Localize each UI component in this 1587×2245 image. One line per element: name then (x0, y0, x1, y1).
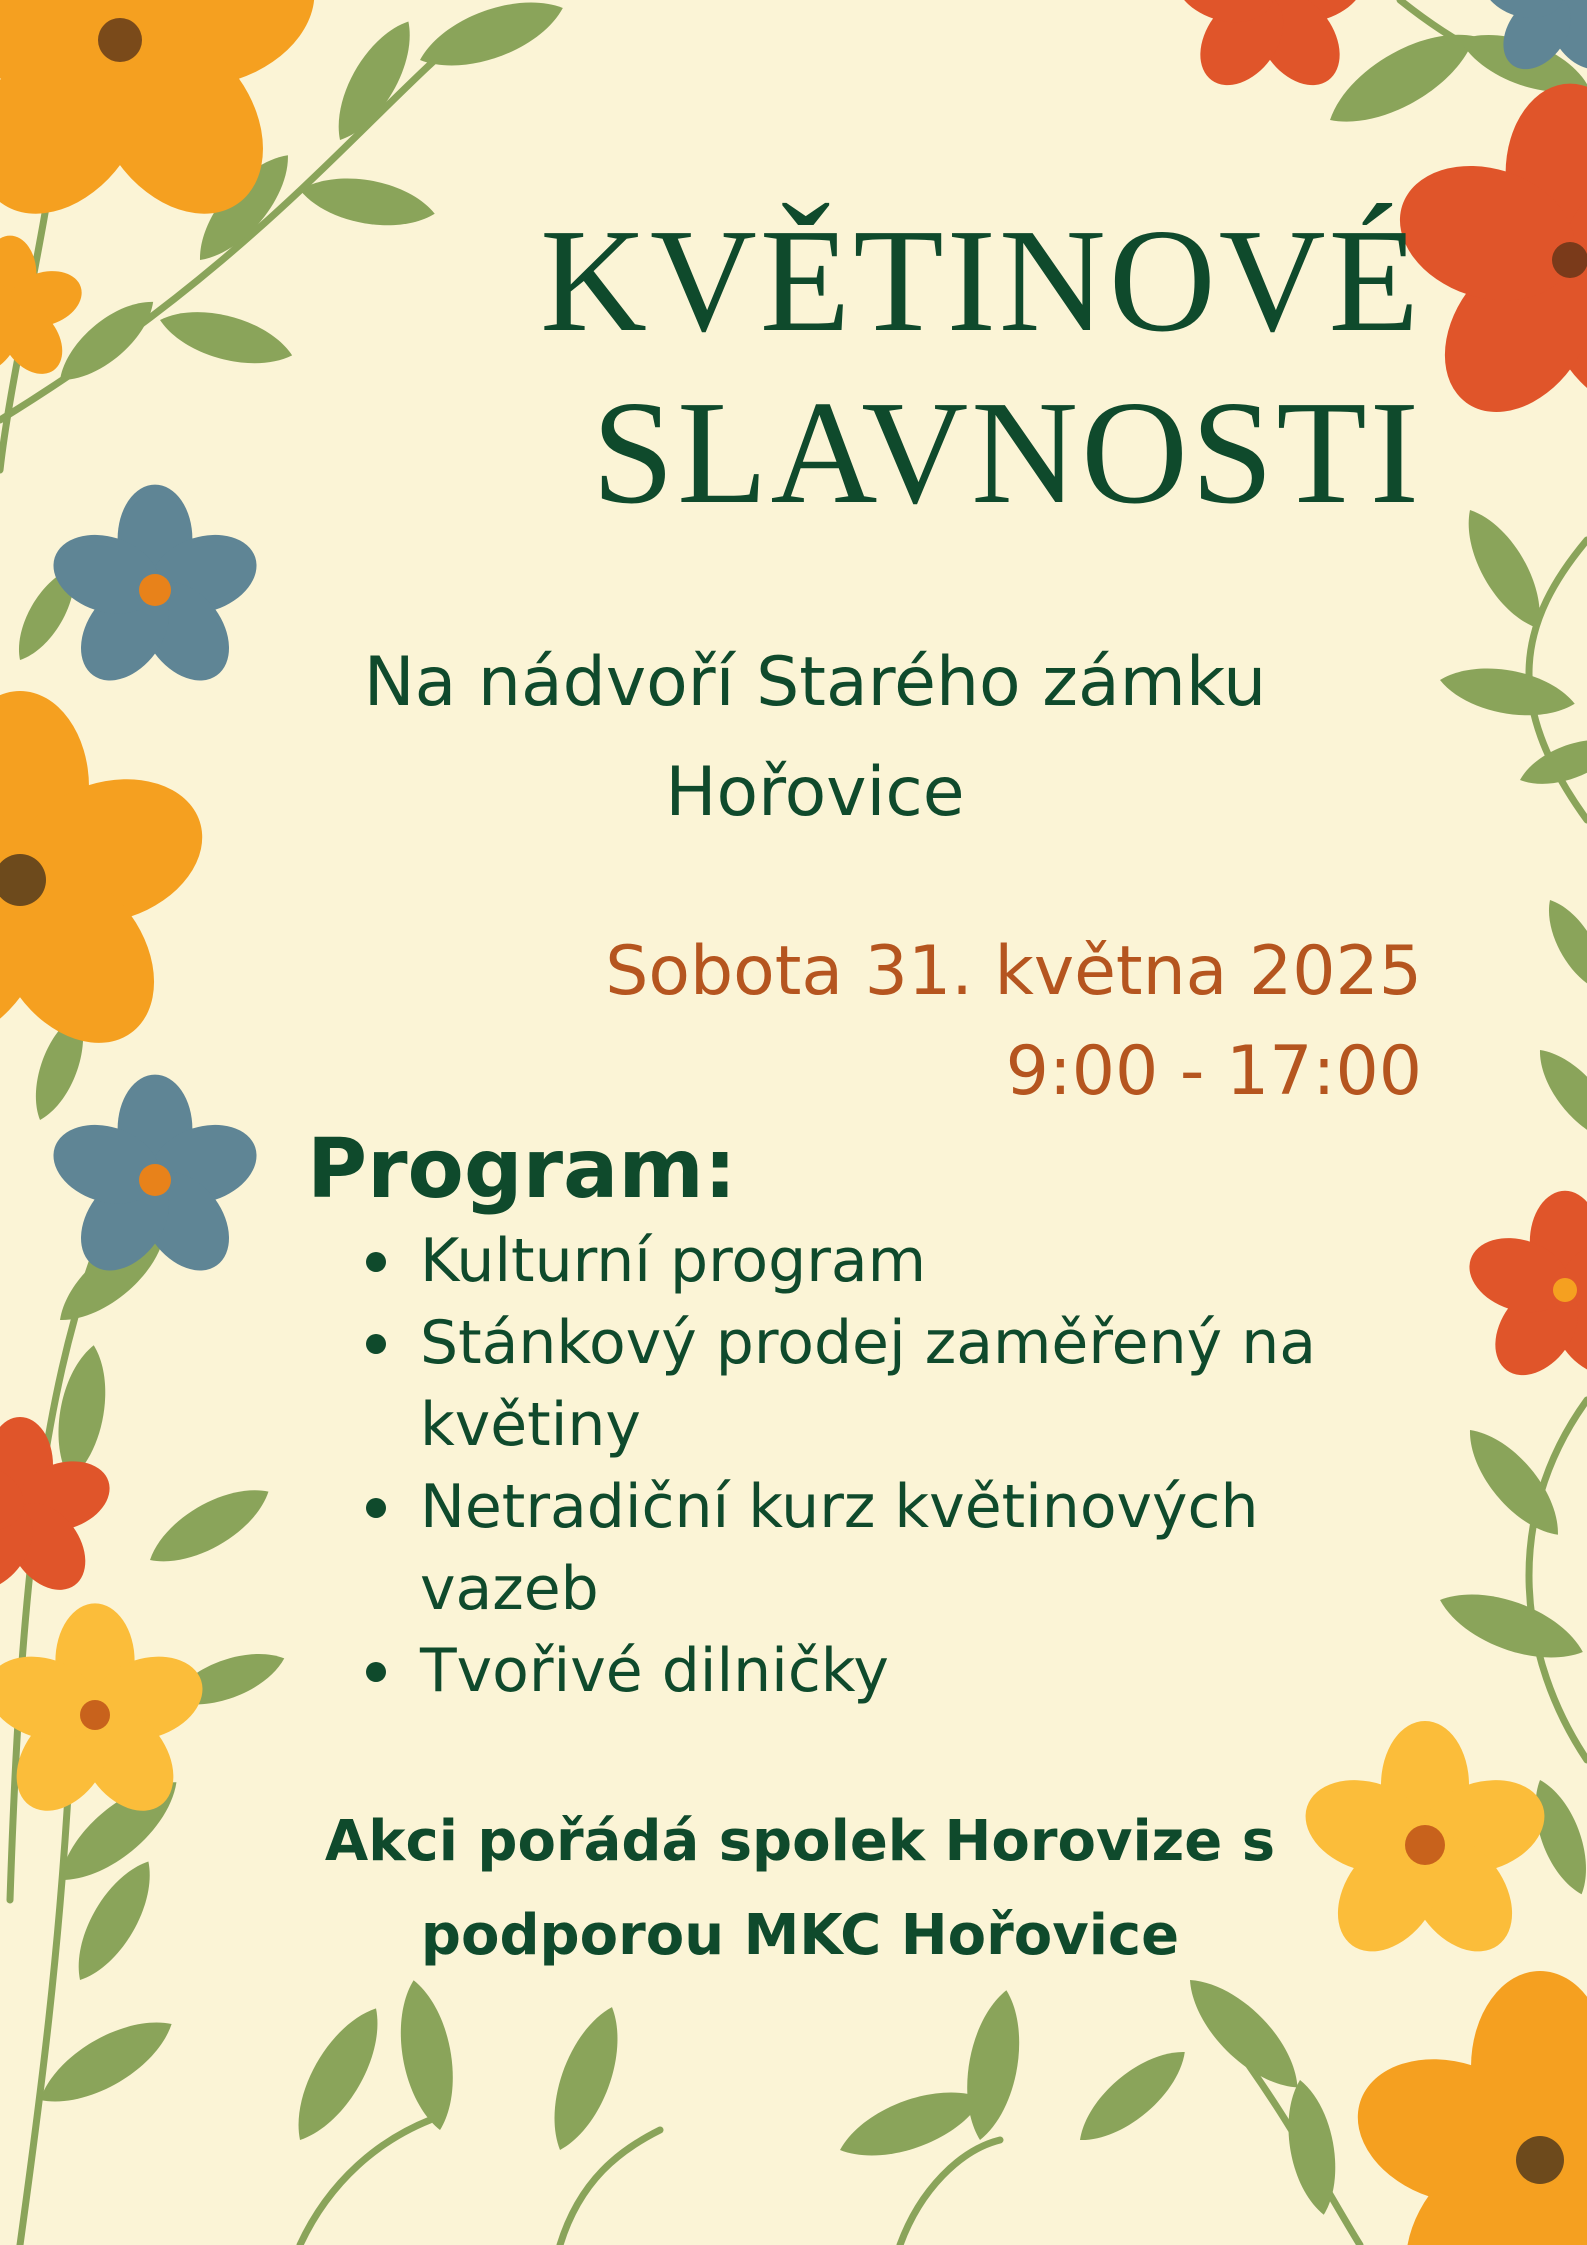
list-item (360, 1220, 1360, 1302)
list-item-label: Kulturní program (420, 1226, 927, 1296)
bullet-icon (366, 1662, 386, 1682)
venue-line-1: Na nádvoří Starého zámku (363, 643, 1267, 722)
list-item (360, 1630, 1360, 1712)
poster-title (540, 195, 1422, 539)
organizer-line-1: Akci pořádá spolek Horovize s (324, 1809, 1276, 1874)
organizer-note (200, 1795, 1400, 1983)
list-item-label: Netradiční kurz květinových vazeb (420, 1472, 1259, 1624)
date-text: Sobota 31. května 2025 (605, 932, 1422, 1011)
list-item-label: Stánkový prodej zaměřený na květiny (420, 1308, 1316, 1460)
list-item (360, 1466, 1360, 1630)
time-text: 9:00 - 17:00 (1005, 1032, 1422, 1111)
program-list (360, 1220, 1360, 1712)
bullet-icon (366, 1498, 386, 1518)
venue-line-2: Hořovice (665, 753, 965, 832)
bullet-icon (366, 1334, 386, 1354)
venue (240, 628, 1390, 848)
event-date (605, 922, 1422, 1122)
title-line-2: SLAVNOSTI (591, 371, 1422, 535)
list-item (360, 1302, 1360, 1466)
title-line-1: KVĚTINOVÉ (540, 199, 1422, 363)
organizer-line-2: podporou MKC Hořovice (420, 1903, 1180, 1968)
bullet-icon (366, 1252, 386, 1272)
program-heading: Program: (307, 1122, 737, 1217)
list-item-label: Tvořivé dilničky (420, 1636, 889, 1706)
